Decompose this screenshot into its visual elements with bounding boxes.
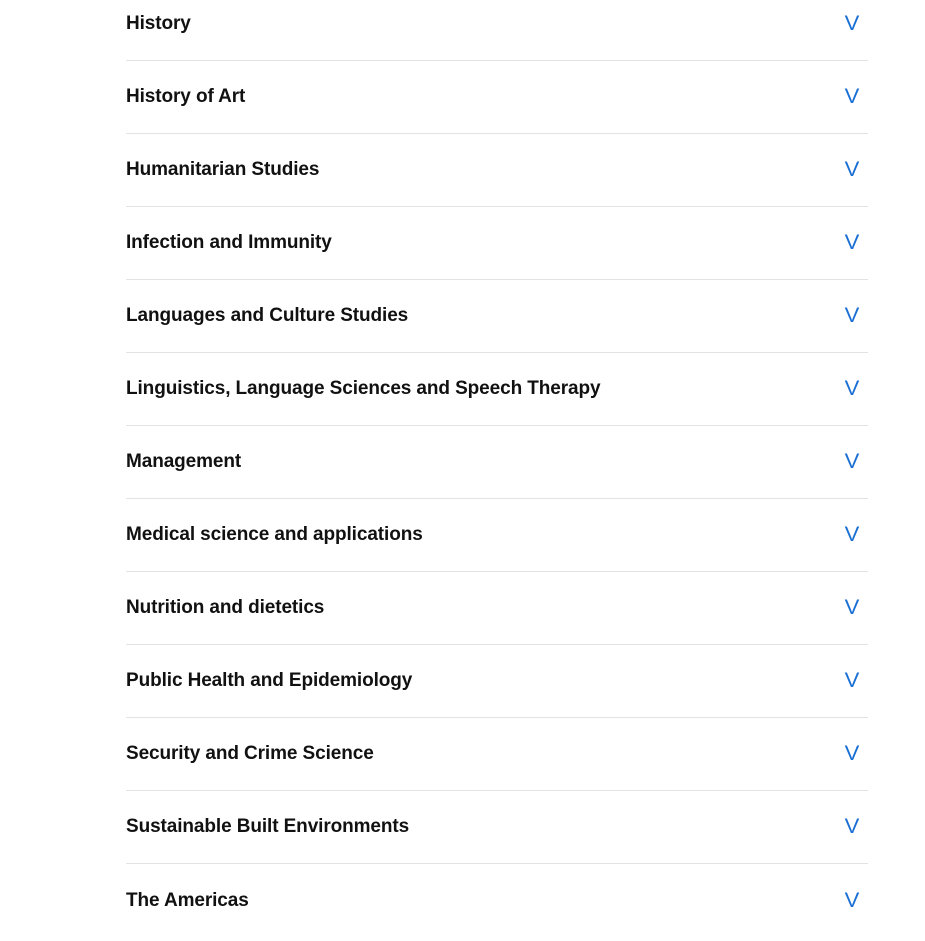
chevron-down-icon[interactable]: V (844, 12, 860, 35)
accordion-item-humanitarian-studies[interactable] (126, 134, 868, 207)
chevron-down-icon[interactable]: V (844, 888, 860, 912)
chevron-down-icon[interactable]: V (844, 815, 860, 838)
chevron-down-icon[interactable]: V (844, 85, 860, 108)
accordion-item-linguistics[interactable] (126, 353, 868, 426)
accordion-item-label: Nutrition and dietetics (126, 597, 325, 618)
chevron-down-icon[interactable]: V (844, 304, 860, 327)
accordion-item-security-and-crime-science[interactable] (126, 718, 868, 791)
accordion-item-management[interactable] (126, 426, 868, 499)
accordion-item-label: Management (126, 451, 242, 472)
accordion-item-languages-and-culture-studies[interactable] (126, 280, 868, 353)
chevron-down-icon[interactable]: V (844, 158, 860, 181)
chevron-down-icon[interactable]: V (844, 523, 860, 546)
accordion-item-the-americas[interactable] (126, 864, 868, 937)
accordion-item-public-health[interactable] (126, 645, 868, 718)
accordion-item-label: History of Art (126, 86, 246, 107)
accordion-item-label: Public Health and Epidemiology (126, 670, 413, 691)
chevron-down-icon[interactable]: V (844, 450, 860, 473)
accordion-item-label: Linguistics, Language Sciences and Speech Therapy (126, 378, 601, 399)
chevron-down-icon[interactable]: V (844, 742, 860, 765)
subject-accordion (126, 0, 868, 937)
chevron-down-icon[interactable]: V (844, 377, 860, 400)
accordion-item-label: History (126, 13, 191, 34)
accordion-item-label: Languages and Culture Studies (126, 305, 409, 326)
accordion-item-label: Sustainable Built Environments (126, 816, 410, 837)
chevron-down-icon[interactable]: V (844, 231, 860, 254)
accordion-item-sustainable-built-environments[interactable] (126, 791, 868, 864)
accordion-item-label: Infection and Immunity (126, 232, 332, 253)
chevron-down-icon[interactable]: V (844, 669, 860, 692)
accordion-item-history[interactable] (126, 0, 868, 61)
accordion-item-label: Security and Crime Science (126, 743, 374, 764)
accordion-item-label: Medical science and applications (126, 524, 423, 545)
accordion-item-nutrition-and-dietetics[interactable] (126, 572, 868, 645)
accordion-item-label: The Americas (126, 889, 249, 911)
chevron-down-icon[interactable]: V (844, 596, 860, 619)
accordion-item-history-of-art[interactable] (126, 61, 868, 134)
accordion-item-label: Humanitarian Studies (126, 159, 320, 180)
accordion-item-medical-science[interactable] (126, 499, 868, 572)
accordion-item-infection-and-immunity[interactable] (126, 207, 868, 280)
